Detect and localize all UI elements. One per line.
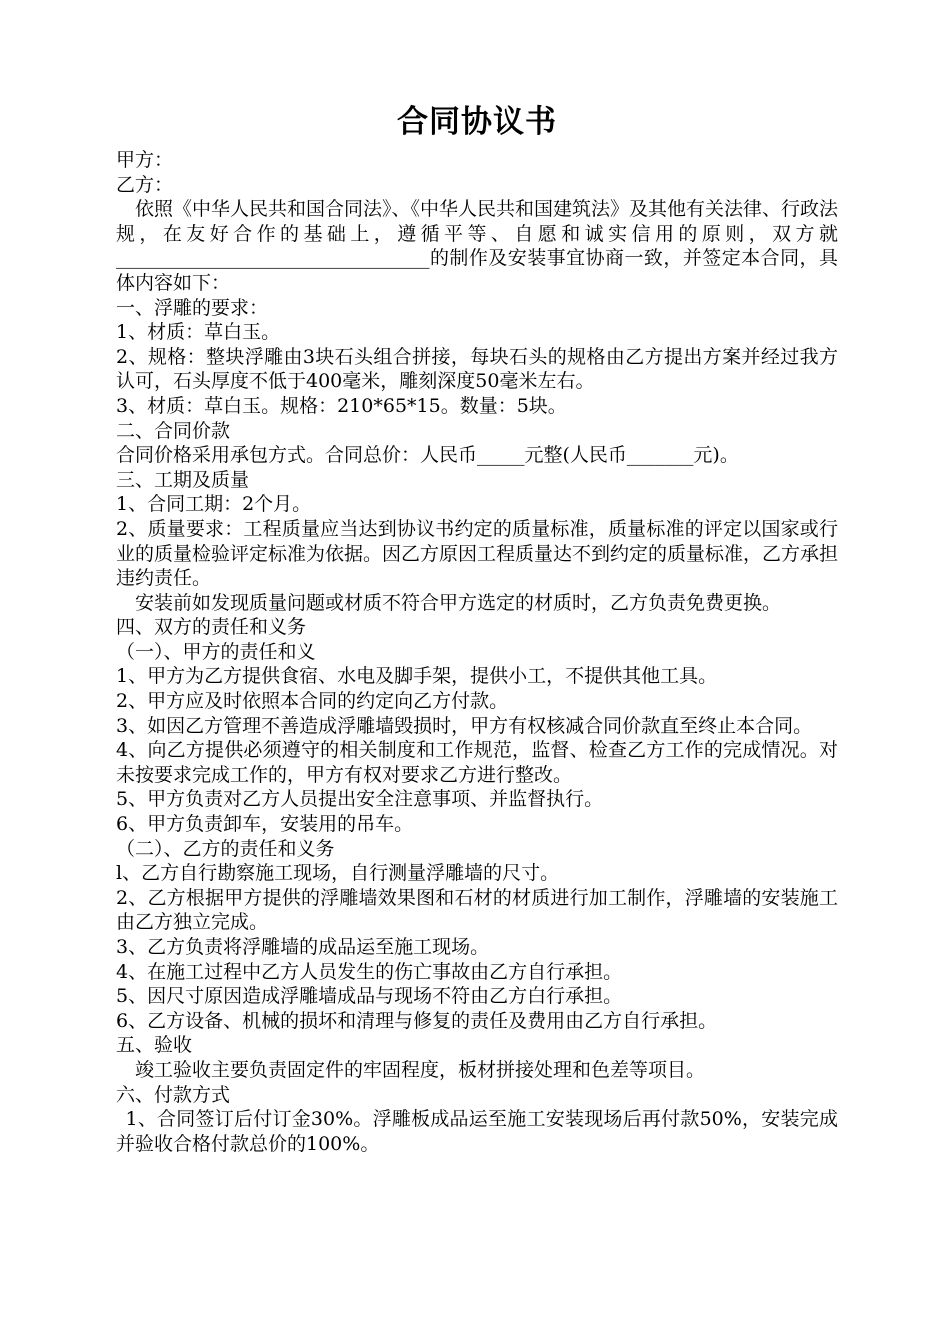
section-6-heading: 六、付款方式: [116, 1083, 231, 1106]
section-4-sub-b-heading: （二）、乙方的责任和义务: [116, 837, 335, 860]
section-4a-item-2: 2、甲方应及时依照本合同的约定向乙方付款。: [116, 690, 509, 713]
section-1-item-2: 2、规格：整块浮雕由3块石头组合拼接，每块石头的规格由乙方提出方案并经过我方认可，石头厚度不低于400毫米，雕刻深度50毫米左右。: [116, 345, 838, 393]
section-4a-item-3: 3、如因乙方管理不善造成浮雕墙毁损时，甲方有权核减合同价款直至终止本合同。: [116, 714, 813, 737]
section-3-heading: 三、工期及质量: [116, 468, 250, 491]
section-4b-item-3: 3、乙方负责将浮雕墙的成品运至施工现场。: [116, 936, 490, 958]
section-3-item-2: 2、质量要求：工程质量应当达到协议书约定的质量标准，质量标准的评定以国家或行业的质量检验评定标准为依据。因乙方原因工程质量达不到约定的质量标准，乙方承担违约责任。: [116, 517, 839, 590]
section-4a-item-4: 4、向乙方提供必须遵守的相关制度和工作规范，监督、检查乙方工作的完成情况。对未按要求完成工作的，甲方有权对要求乙方进行整改。: [116, 739, 838, 786]
section-4-heading: 四、双方的责任和义务: [116, 616, 307, 639]
section-1-item-3: 3、材质：草白玉。规格：210*65*15。数量：5块。: [116, 394, 567, 417]
section-6-paragraph: 1、合同签订后付订金30%。浮雕板成品运至施工安装现场后再付款50%，安装完成并验收合格付款总价的100%。: [116, 1108, 838, 1155]
section-3-replacement-paragraph: 安装前如发现质量问题或材质不符合甲方选定的材质时，乙方负责免费更换。: [135, 591, 782, 614]
document-title: 合同协议书: [397, 104, 557, 140]
party-b-line: 乙方：: [116, 173, 174, 196]
section-2-price-line: 合同价格采用承包方式。合同总价：人民币_____元整(人民币_______元)。: [116, 444, 739, 467]
section-1-item-1: 1、材质：草白玉。: [116, 321, 281, 344]
section-4b-item-6: 6、乙方设备、机械的损坏和清理与修复的责任及费用由乙方自行承担。: [116, 1009, 718, 1032]
section-4a-item-5: 5、甲方负责对乙方人员提出安全注意事项、并监督执行。: [116, 788, 604, 811]
section-5-paragraph: 竣工验收主要负责固定件的牢固程度，板材拼接处理和色差等项目。: [135, 1058, 706, 1081]
section-2-heading: 二、合同价款: [116, 419, 231, 442]
party-a-line: 甲方：: [116, 149, 174, 171]
section-4b-item-5: 5、因尺寸原因造成浮雕墙成品与现场不符由乙方白行承担。: [116, 985, 623, 1008]
section-4-sub-a-heading: （一）、甲方的责任和义: [116, 640, 316, 663]
section-5-heading: 五、验收: [116, 1034, 193, 1057]
preamble-paragraph: 依照《中华人民共和国合同法》、《中华人民共和国建筑法》及其他有关法律、行政法规，在友好合作的基础上，遵循平等、自愿和诚实信用的原则，双方就_________________________________的制作及安装事宜协商一致，并签定本合同，具体内容如下：: [116, 198, 839, 294]
section-3-item-1: 1、合同工期：2个月。: [116, 493, 312, 516]
section-4b-item-2: 2、乙方根据甲方提供的浮雕墙效果图和石材的材质进行加工制作，浮雕墙的安装施工由乙方独立完成。: [116, 886, 838, 934]
section-4b-item-4: 4、在施工过程中乙方人员发生的伤亡事故由乙方自行承担。: [116, 960, 623, 983]
contract-page: [116, 100, 838, 1156]
section-4b-item-1: l、乙方自行勘察施工现场，自行测量浮雕墙的尺寸。: [116, 862, 560, 885]
section-4a-item-1: 1、甲方为乙方提供食宿、水电及脚手架，提供小工，不提供其他工具。: [116, 665, 718, 688]
section-4a-item-6: 6、甲方负责卸车，安装用的吊车。: [116, 813, 414, 836]
section-1-heading: 一、浮雕的要求：: [116, 296, 269, 319]
